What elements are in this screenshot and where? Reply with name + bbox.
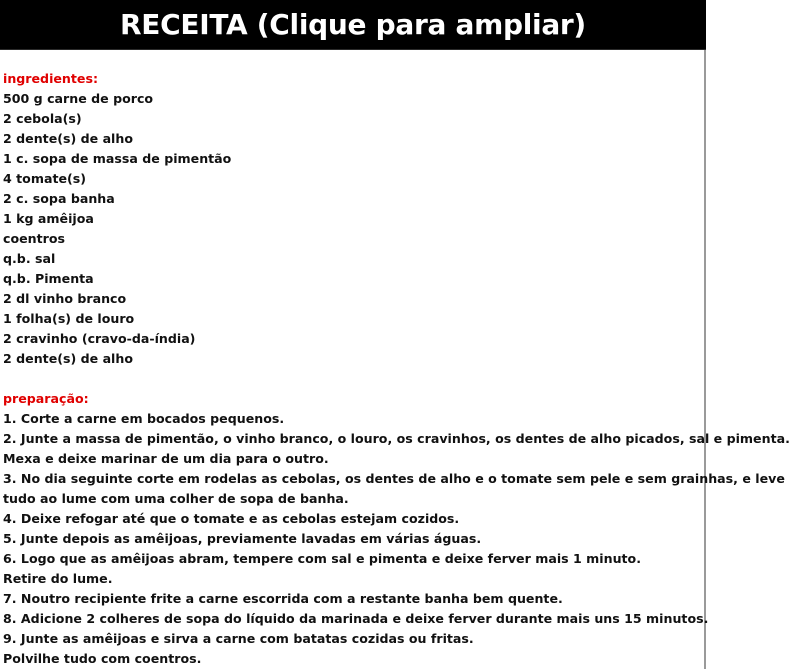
preparation-line: Polvilhe tudo com coentros.	[3, 651, 202, 666]
ingredient-item: 2 cravinho (cravo-da-índia)	[3, 331, 196, 346]
preparation-line: Retire do lume.	[3, 571, 113, 586]
ingredient-item: 2 dente(s) de alho	[3, 351, 133, 366]
preparation-line: 7. Noutro recipiente frite a carne escorrida com a restante banha bem quente.	[3, 591, 563, 606]
preparation-steps	[3, 409, 790, 669]
page-title[interactable]: RECEITA (Clique para ampliar)	[120, 8, 586, 41]
preparation-line: 8. Adicione 2 colheres de sopa do líquido da marinada e deixe ferver durante mais uns 15 minutos.	[3, 611, 709, 626]
ingredient-item: q.b. sal	[3, 251, 56, 266]
ingredients-list	[3, 89, 703, 369]
ingredient-item: 2 cebola(s)	[3, 111, 82, 126]
title-bar[interactable]	[0, 0, 706, 50]
preparation-line: 6. Logo que as amêijoas abram, tempere com sal e pimenta e deixe ferver mais 1 minuto.	[3, 551, 641, 566]
ingredient-item: 4 tomate(s)	[3, 171, 87, 186]
ingredient-item: 2 dl vinho branco	[3, 291, 127, 306]
recipe-content	[3, 69, 790, 669]
ingredient-item: coentros	[3, 231, 66, 246]
preparation-heading: preparação:	[3, 391, 89, 406]
ingredient-item: 1 c. sopa de massa de pimentão	[3, 151, 232, 166]
ingredient-item: 500 g carne de porco	[3, 91, 154, 106]
preparation-line: 2. Junte a massa de pimentão, o vinho branco, o louro, os cravinhos, os dentes de alho picados, sal e pimenta.	[3, 431, 790, 446]
section-spacer	[3, 369, 703, 389]
ingredient-item: 1 folha(s) de louro	[3, 311, 135, 326]
ingredient-item: 2 dente(s) de alho	[3, 131, 133, 146]
preparation-line: Mexa e deixe marinar de um dia para o outro.	[3, 451, 329, 466]
preparation-line: 3. No dia seguinte corte em rodelas as cebolas, os dentes de alho e o tomate sem pele e sem grainhas, e leve	[3, 471, 785, 486]
preparation-line: tudo ao lume com uma colher de sopa de banha.	[3, 491, 349, 506]
ingredient-item: 1 kg amêijoa	[3, 211, 94, 226]
preparation-line: 1. Corte a carne em bocados pequenos.	[3, 411, 285, 426]
ingredient-item: q.b. Pimenta	[3, 271, 94, 286]
preparation-line: 4. Deixe refogar até que o tomate e as cebolas estejam cozidos.	[3, 511, 460, 526]
preparation-line: 9. Junte as amêijoas e sirva a carne com batatas cozidas ou fritas.	[3, 631, 474, 646]
ingredients-heading: ingredientes:	[3, 71, 98, 86]
ingredient-item: 2 c. sopa banha	[3, 191, 115, 206]
preparation-line: 5. Junte depois as amêijoas, previamente lavadas em várias águas.	[3, 531, 482, 546]
